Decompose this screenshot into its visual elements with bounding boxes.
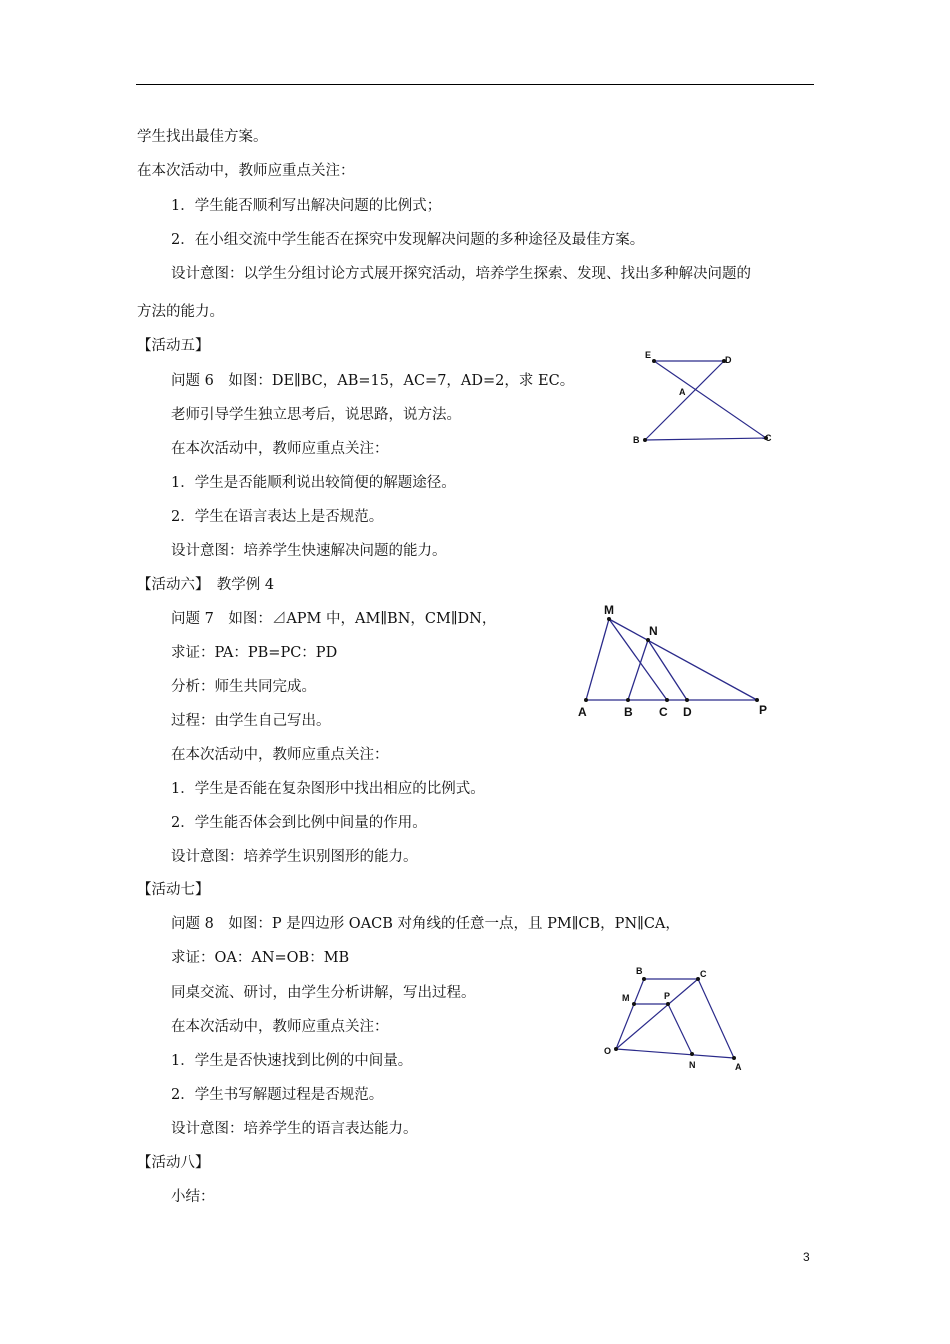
section-heading: 【活动六】 教学例 4 — [137, 577, 275, 593]
point-b — [642, 977, 646, 981]
label-m: M — [604, 603, 614, 617]
segment-ca — [698, 979, 734, 1058]
label-o: O — [604, 1046, 612, 1056]
segment-nd — [648, 640, 687, 700]
point-n — [690, 1052, 694, 1056]
point-c — [665, 698, 669, 702]
label-e: E — [645, 350, 652, 360]
point-b — [626, 698, 630, 702]
segment-ao — [616, 1049, 734, 1058]
text-line: 小结： — [171, 1189, 215, 1205]
point-m — [632, 1002, 636, 1006]
segment-am — [586, 619, 609, 700]
text-line: 老师引导学生独立思考后，说思路，说方法。 — [171, 407, 461, 423]
figure-de-parallel-bc — [620, 345, 790, 455]
section-heading: 【活动八】 — [137, 1155, 210, 1171]
text-line: 过程：由学生自己写出。 — [171, 713, 331, 729]
label-b: B — [633, 435, 640, 445]
label-d: D — [725, 355, 732, 365]
list-item: 2．学生能否体会到比例中间量的作用。 — [171, 815, 427, 831]
label-d: D — [683, 705, 692, 719]
label-p: P — [759, 703, 768, 717]
label-c: C — [765, 433, 772, 443]
label-n: N — [649, 624, 658, 638]
segment-ec — [654, 361, 766, 438]
segment-ob — [616, 979, 644, 1049]
segment-bc — [645, 438, 766, 440]
point-d — [685, 698, 689, 702]
list-item: 2．在小组交流中学生能否在探究中发现解决问题的多种途径及最佳方案。 — [171, 232, 645, 248]
text-line: 在本次活动中，教师应重点关注： — [171, 441, 389, 457]
problem-statement: 问题 7 如图：⊿APM 中，AM∥BN，CM∥DN， — [171, 611, 497, 627]
design-intent: 设计意图：培养学生识别图形的能力。 — [171, 849, 418, 865]
segment-mc — [609, 619, 667, 700]
text-line: 在本次活动中，教师应重点关注： — [171, 747, 389, 763]
label-a: A — [679, 387, 686, 397]
point-p — [755, 698, 759, 702]
label-a: A — [578, 705, 587, 719]
text-line: 方法的能力。 — [137, 304, 224, 320]
text-line: 学生找出最佳方案。 — [137, 129, 268, 145]
label-b: B — [636, 966, 643, 976]
header-rule — [136, 84, 814, 85]
text-line: 在本次活动中，教师应重点关注： — [137, 163, 355, 179]
point-m — [607, 617, 611, 621]
text-line: 在本次活动中，教师应重点关注： — [171, 1019, 389, 1035]
problem-statement: 问题 6 如图：DE∥BC，AB=15，AC=7，AD=2，求 EC。 — [171, 373, 575, 389]
figure-triangle-apm — [570, 598, 780, 723]
list-item: 2．学生在语言表达上是否规范。 — [171, 509, 384, 525]
label-p: P — [664, 991, 671, 1001]
design-intent: 设计意图：培养学生快速解决问题的能力。 — [171, 543, 447, 559]
section-heading: 【活动五】 — [137, 338, 210, 354]
problem-statement: 问题 8 如图：P 是四边形 OACB 对角线的任意一点，且 PM∥CB，PN∥CA， — [171, 916, 680, 932]
label-a: A — [735, 1062, 742, 1072]
point-n — [646, 638, 650, 642]
figure-quadrilateral-oacb — [598, 962, 758, 1074]
design-intent: 设计意图：以学生分组讨论方式展开探究活动，培养学生探索、发现、找出多种解决问题的 — [171, 266, 751, 282]
list-item: 1．学生能否顺利写出解决问题的比例式； — [171, 198, 442, 214]
segment-oc — [616, 979, 698, 1049]
point-e — [652, 359, 656, 363]
label-c: C — [659, 705, 668, 719]
label-c: C — [700, 969, 707, 979]
design-intent: 设计意图：培养学生的语言表达能力。 — [171, 1121, 418, 1137]
text-line: 同桌交流、研讨，由学生分析讲解，写出过程。 — [171, 985, 476, 1001]
proof-goal: 求证：PA：PB=PC：PD — [171, 645, 338, 661]
section-heading: 【活动七】 — [137, 882, 210, 898]
point-a — [732, 1056, 736, 1060]
segment-pn — [668, 1004, 692, 1054]
label-b: B — [624, 705, 633, 719]
list-item: 1．学生是否能在复杂图形中找出相应的比例式。 — [171, 781, 485, 797]
list-item: 2．学生书写解题过程是否规范。 — [171, 1087, 384, 1103]
label-n: N — [689, 1060, 696, 1070]
list-item: 1．学生是否能顺利说出较简便的解题途径。 — [171, 475, 456, 491]
list-item: 1．学生是否快速找到比例的中间量。 — [171, 1053, 413, 1069]
point-p — [666, 1002, 670, 1006]
point-o — [614, 1047, 618, 1051]
proof-goal: 求证：OA：AN=OB：MB — [171, 950, 350, 966]
page-number: 3 — [803, 1250, 810, 1264]
point-b — [643, 438, 647, 442]
label-m: M — [622, 993, 630, 1003]
text-line: 分析：师生共同完成。 — [171, 679, 316, 695]
segment-mp — [609, 619, 757, 700]
point-a — [584, 698, 588, 702]
